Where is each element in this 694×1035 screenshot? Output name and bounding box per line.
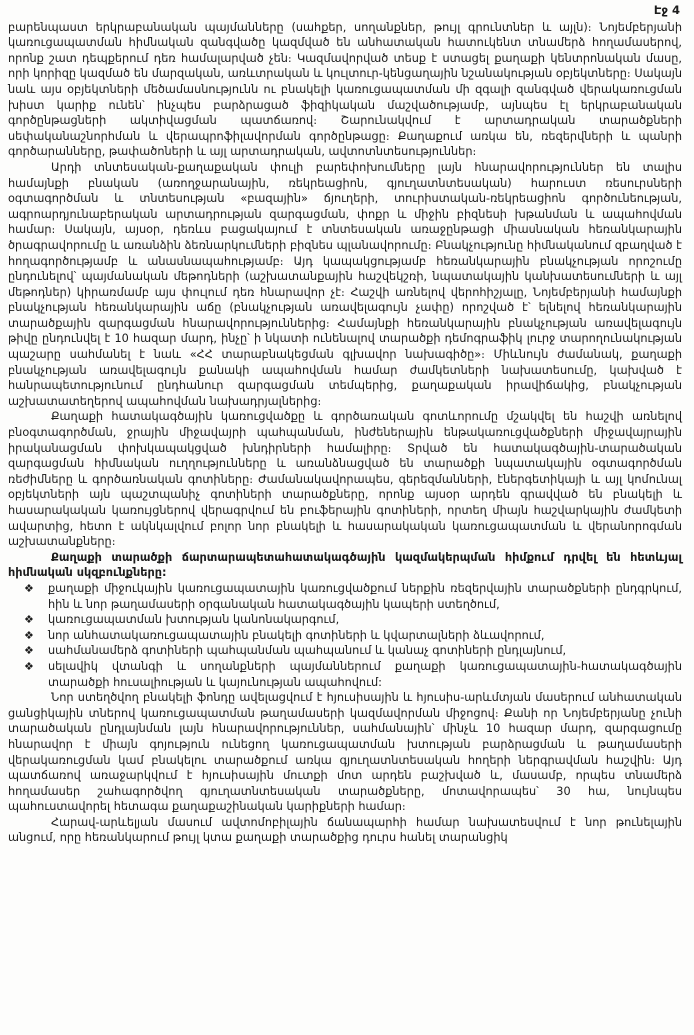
diamond-bullet-icon: ❖ [24, 644, 34, 658]
bullet-text: սահմանամերձ գոտիների պահպանման պահպանում և կանաչ գոտիների ընդլայնում, [48, 644, 567, 658]
bullet-item [8, 659, 682, 690]
paragraph-6: Հարավ-արևելյան մասում ավտոմոբիլային ճանապարհի համար նախատեսվում է նոր թունելային անցում, որը հեռանկարում թույլ կտա քաղաքի տարածքից դուրս հանել տարանցիկ [8, 815, 682, 845]
diamond-bullet-icon: ❖ [24, 581, 34, 595]
paragraph-2: Արդի տնտեսական-քաղաքական փուլի բարեփոխումները լայն հնարավորություններ են տալիս համայնքի բնական (առողջարանային, ռեկրեացիոն, գյուղատնտեսական) հարուստ ռեսուրսների օգտագործման և տնտեսության «բազային» ճյուղերի, տուրիստական-ռեկրեացիոն գործունեության, ագրոարդյունաբերական արտադրության զարգացման, փոքր և միջին բիզնեսի խթանման և ապահովման համար։ Սակայն, այսօր, դեռևս բացակայում է տնտեսական առաջընթացի միասնական հեռանկարային ծրագրավորումը և առանձին ձեռնարկումների բիզնես պլանավորումը։ Բնակչությունը հիմնականում զբաղված է հողագործությամբ և անասնապահությամբ։ Այդ կապակցությամբ հեռանկարային բնակչության որոշումը ընդունելով՝ պայմանական մեթոդների (աշխատանքային հաշվեկշռի, նպատակային կանխատեսումների և այլ մեթոդներ) կիրառմամբ այս փուլում դեռ հնարավոր չէ։ Հաշվի առնելով վերոհիշյալը, Նոյեմբերյանի համայնքի բնակչության հեռանկարային աճը (բնակչության առավելագույն չափը) որոշված է՝ ելնելով հեռանկարային տարածքային զարգացման հնարավորություններից։ Համայնքի հեռանկարային բնակչության առավելագույն թիվը ընդունվել է 10 հազար մարդ, ինչը՝ ի նկատի ունենալով տարածքի դեմոգրաֆիկ լուրջ տարողունակության պաշարը սահմանել է նաև «ՀՀ տարաբնակեցման գլխավոր նախագիծը»։ Միևնույն ժամանակ, քաղաքի բնակչության առավելագույն քանակի ապահովման համար ժամկետների նախատեսումը, կախված է հանրապետությունում ընդհանուր զարգացման տեմպերից, քաղաքական իրավիճակից, բնակչության աշխատատեղերով ապահովման նախադրյալներից։ [8, 160, 682, 408]
bullet-item [8, 581, 682, 612]
bullet-text: սելավիկ վտանգի և սողանքների պայմաններում քաղաքի կառուցապատային-հատակագծային տարածքի հուսալիության և կայունության ապահովում: [48, 659, 682, 689]
diamond-bullet-icon: ❖ [24, 628, 34, 642]
bullet-item [8, 628, 682, 644]
bullet-text: քաղաքի միջուկային կառուցապատային կառուցվածքում ներքին ռեզերվային տարածքների ընդգրկում, հին և նոր թաղամասերի օրգանական հատակագծային կապերի ստեղծում, [48, 581, 682, 611]
bullet-item [8, 612, 682, 628]
principles-heading: Քաղաքի տարածքի ճարտարապետահատակագծային կազմակերպման հիմքում դրվել են հետևյալ հիմնական սկզբունքները: [8, 550, 682, 580]
paragraph-1: բարենպաստ երկրաբանական պայմանները (սահքեր, սողանքներ, թույլ գրունտներ և այլն)։ Նոյեմբերյանի կառուցապատման հիմնական զանգվածը կազմված են անհատական հատուկենտ տնամերձ հողամասերով, որոնք շատ դեպքերում դեռ համալարված չեն։ Կազմավորված տեսք է ստացել քաղաքի կենտրոնական մասը, որի կորիզը կազմած են մարզական, առևտրական և կուլտուր-կենցաղային նշանակության օբյեկտները։ Սակայն նաև այս օբյեկտների մեծամասնությունն ու բնակելի կառուցապատման մի զգալի զանգված վերակառուցման խիստ կարիք ունեն՝ ինչպես բարձրացած ֆիզիկական մաշվածությամբ, այնպես էլ երկրաբանական գործընթացների ակտիվացման պատճառով։ Շարունակվում է արտադրական տարածքների սեփականաշնորհման և վերապրոֆիլավորման գործընթացը։ Քաղաքում առկա են, ռեզերվների և պանրի գործարանները, թափածոների և այլ արտադրական, ավտոտնտեսություններ։ [8, 20, 682, 159]
diamond-bullet-icon: ❖ [24, 659, 34, 673]
page-number: Էջ 4 [653, 3, 680, 17]
bullet-text: կառուցապատման խտության կանոնակարգում, [48, 613, 340, 627]
bullet-item [8, 643, 682, 659]
paragraph-3: Քաղաքի հատակագծային կառուցվածքը և գործառական գոտևորումը մշակվել են հաշվի առնելով բնօգտագործման, ջրային միջավայրի պահպանման, ինժեներային ենթակառուցվածքների միջավայրային իրականացման փոխկապակցված խնդիրների համալիրը։ Տրված են հատակագծային-տարածական զարգացման հիմնական ուղղությունները և առանձնացված են տարածքի նպատակային օգտագործման ռեժիմները և գործառնական գոտիները։ Ժամանակավորապես, գերեզմանների, էներգետիկայի և այլ կոմունալ օբյեկտների այն պաշտպանիչ գոտիների տարածքները, որոնք այսօր արդեն գրավված են բնակելի և հասարակական կառույցներով վերագրվում են բուֆերային գոտիների, որտեղ միայն հաշվարկային ժամկետի ավարտից, հետո է ակնկալվում բոլոր նոր բնակելի և հասարակական կառուցապատման և վերանորոգման աշխատանքները։ [8, 410, 682, 549]
bullet-text: նոր անհատակառուցապատային բնակելի գոտիների և կվարտալների ձևավորում, [48, 628, 545, 642]
paragraph-5: Նոր ստեղծվող բնակելի ֆոնդը ավելացվում է հյուսիսային և հյուսիս-արևմտյան մասերում անհատական ցանցիկային տներով կառուցապատման թաղամասերի կազմավորման միջոցով։ Քանի որ Նոյեմբերյանը չունի տարածական ընդլայնման լայն հնարավորություններ, սահմանային՝ մինչև 10 հազար մարդ, զարգացումը հնարավոր է միայն գոյություն ունեցող կառուցապատման խտության բարձրացման և թաղամասերի վերակառուցման կամ բնակելու տարածքում առկա գյուղատնտեսական հողերի ներգրավման հաշվին։ Այդ պատճառով առաջարկվում է հյուսիսային մուտքի մոտ արդեն բաշխված և, մասամբ, որպես տնամերձ հողամասեր շահագործվող գյուղատնտեսական տարածքները, մոտավորապես՝ 30 հա, նույնպես պահուստավորել հետագա քաղաքաշինական կարիքների համար։ [8, 691, 682, 814]
diamond-bullet-icon: ❖ [24, 613, 34, 627]
principles-bullet-list [8, 581, 682, 690]
